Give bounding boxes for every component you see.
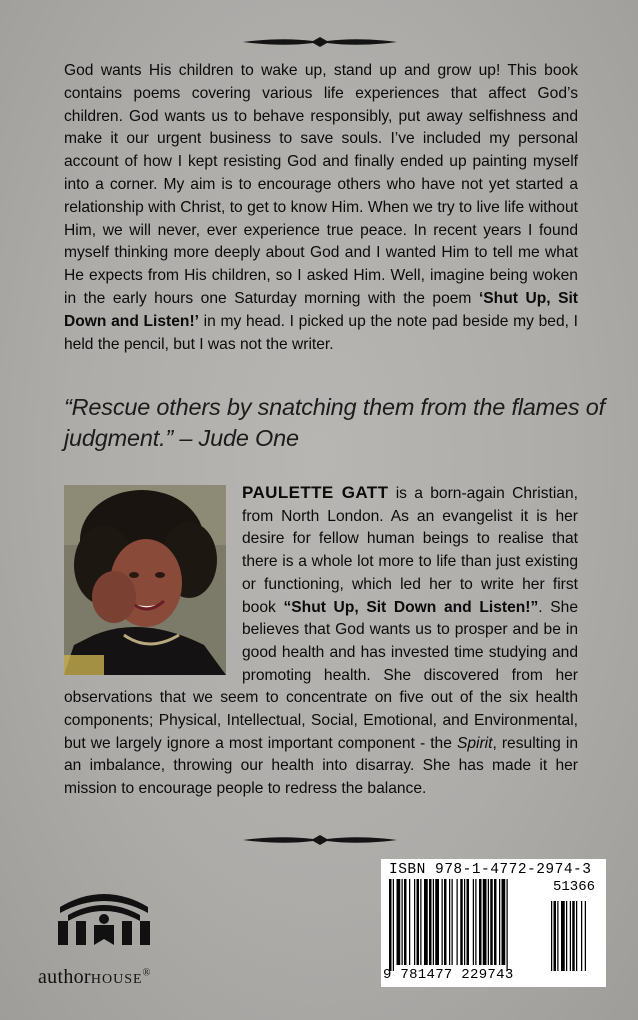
barcode-bar <box>409 879 410 965</box>
barcode-bar <box>433 879 434 965</box>
barcode-bar <box>460 879 463 965</box>
publisher-name-caps: HOUSE <box>90 972 143 987</box>
blurb-text-2: in my head. I picked up the note pad beside my bed, I held the pencil, but I was not the writer. <box>64 312 578 353</box>
barcode-bar <box>490 879 493 965</box>
barcode-bar <box>444 879 447 965</box>
barcode-bar <box>473 879 474 965</box>
barcode-bar <box>467 879 470 965</box>
barcode-bar <box>488 879 489 965</box>
author-name: PAULETTE GATT <box>242 483 389 502</box>
addon-bar <box>576 901 577 971</box>
barcode-bar <box>417 879 420 965</box>
addon-bar <box>557 901 558 971</box>
barcode-bar <box>429 879 432 965</box>
barcode-bar <box>442 879 443 965</box>
addon-bar <box>551 901 552 971</box>
barcode-bar <box>397 879 401 965</box>
barcode-bar <box>449 879 450 965</box>
barcode-bar <box>457 879 458 965</box>
barcode-bar <box>414 879 415 965</box>
isbn-barcode <box>381 859 606 987</box>
blurb-text-1: God wants His children to wake up, stand up and grow up! This book contains poems covering various life experiences that affect God’s children. God wants us to behave responsibly, put away selfishness and make it our urgent business to save souls. I’ve included my personal account of how I kept resisting God and finally ended up painting myself into a corner. My aim is to encourage others who have not yet started a relationship with Christ, to get to know Him. When we try to live life without Him, we will never, ever experience true peace. In recent years I found myself thinking more deeply about God and I wanted Him to tell me what He expects from His children, so I asked Him. Well, imagine being woken in the early hours one Saturday morning with the poem <box>64 62 578 307</box>
addon-bar <box>554 901 557 971</box>
spirit-word: Spirit <box>456 734 493 752</box>
top-ornament <box>243 36 397 48</box>
barcode-bar <box>483 879 487 965</box>
poem-title: ‘Shut Up, Sit Down and Listen!’ <box>64 289 579 330</box>
barcode-bar <box>420 879 421 965</box>
addon-bar <box>570 901 571 971</box>
authorhouse-logo-icon <box>44 885 164 945</box>
book-title: “Shut Up, Sit Down and Listen!” <box>283 598 539 616</box>
publisher-name <box>38 966 150 989</box>
barcode-bar <box>402 879 403 965</box>
addon-bar <box>581 901 582 971</box>
back-cover-blurb <box>64 60 578 356</box>
barcode-bar <box>479 879 482 965</box>
scripture-quote: “Rescue others by snatching them from the flames of judgment.” – Jude One <box>64 394 605 451</box>
addon-bar <box>566 901 567 971</box>
barcode-bar <box>507 879 508 971</box>
barcode-bar <box>435 879 439 965</box>
registered-mark: ® <box>142 967 151 979</box>
bio-text-3: , resulting in an imbalance, throwing our health into disarray. She has made it her mission to encourage people to redress the balance. <box>64 734 578 798</box>
barcode-bar <box>424 879 428 965</box>
barcode-bar <box>452 879 453 965</box>
barcode-bar <box>393 879 394 971</box>
addon-bar <box>561 901 565 971</box>
addon-code: 51366 <box>553 879 596 895</box>
barcode-bar <box>494 879 497 965</box>
addon-bar <box>585 901 586 971</box>
barcode-digits: 9 781477 229743 <box>383 967 514 983</box>
barcode-bar <box>475 879 476 965</box>
bottom-ornament <box>243 834 397 846</box>
bio-text-1: is a born-again Christian, from North London. As an evangelist it is her desire for fellow human beings to realise that there is a whole lot more to life than just existing or functioning, which led her to write her first book <box>242 485 578 616</box>
isbn-text: ISBN 978-1-4772-2974-3 <box>389 862 592 878</box>
author-bio <box>64 482 578 801</box>
publisher-name-lower: author <box>38 966 91 988</box>
addon-bar <box>572 901 575 971</box>
barcode-bar <box>464 879 465 965</box>
barcode-bar <box>499 879 500 965</box>
barcode-bar <box>404 879 407 965</box>
bio-text-2: . She believes that God wants us to prosper and be in good health and has invested time studying and promoting health. She discovered from her observations that we seem to concentrate on five out of the six health components; Physical, Intellectual, Social, Emotional, and Environmental, but we largely ignore a most important component - the <box>64 598 578 752</box>
barcode-bar <box>389 879 392 971</box>
barcode-bar <box>502 879 506 965</box>
